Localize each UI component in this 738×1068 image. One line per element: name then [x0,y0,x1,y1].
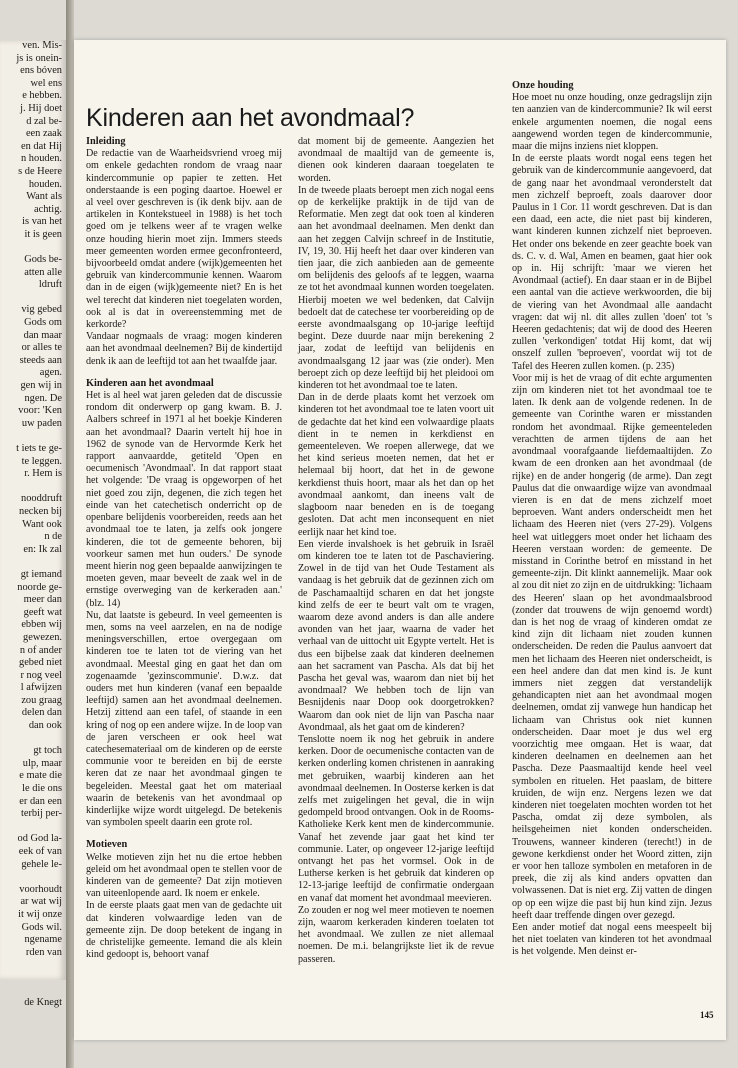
section-heading: Onze houding [512,80,574,91]
paragraph: Een vierde invalshoek is het gebruik in Israël om kinderen toe te laten tot de Paschaviering. Zowel in de tijd van het Oude Testament als vandaag is het gebruik dat de gezinnen zich om de Paschamaaltijd scharen en dat het jongste kind zelfs de eer te beurt valt om te vragen, waarom deze avond anders is dan alle andere avonden van het jaar, waarna de vader het verhaal van de uittocht uit Egypte vertelt. Het is dus een bijbelse zaak dat kinderen deelnemen aan het sacrament van Pascha. Als dat bij het Pascha het geval was, waarom dan niet bij het avondmaal? We hebben toch de lijn van Besnijdenis naar Doop ook doorgetrokken? Waarom dan ook niet de lijn van Pascha naar Avondmaal, als het gaat om de kinderen? [298,538,494,733]
paragraph: In de tweede plaats beroept men zich nogal eens op de kerkelijke praktijk in de tijd van de Reformatie. Men zegt dat ook toen al kinderen aan het avondmaal deelnamen. Men denkt dan aan het zeggen Calvijn schreef in de Institutie, IV, 19, 30. Hij heeft het daar over kinderen van tien jaar, die zich aanbieden aan de gemeente om belijdenis des geloofs af te leggen, waarna ze tot het avondmaal kunnen worden toegelaten. Hierbij moeten we wel bedenken, dat Calvijn bedoelt dat de catechese ter voorbereiding op de eerste avondmaalsgang op 10-jarige leeftijd begint. Deze duurde naar mijn berekening 2 jaar, zodat de leeftijd van belijdenis en avondmaalsgang 12 jaar was (zie onder). Men beroept zich op deze leeftijd bij het pleidooi om kinderen tot het avondmaal toe te laten. [298,184,494,392]
paragraph: Voor mij is het de vraag of dit echte argumenten zijn om kinderen niet tot het avondmaal toe te laten. Ik denk aan de volgende redenen. In de gemeente van Corinthe waren er misstanden rondom het avondmaal. Rijke gemeenteleden verachtten de armen tijdens de aan het avondmaal voorafgaande liefdemaaltijden. Zo kwam de een dronken aan het avondmaal (de rijke) en de ander hongerig (de arme). Dan zegt Paulus dat die onwaardige wijze van avondmaal vieren is en dat de mens zichzelf moet beproeven. Want anders onderscheidt men het lichaam des Heeren niet (vers 27-29). Volgens heel wat uitleggers moet onder het lichaam des Heeren verstaan worden: de gemeente. De misstand in Corinthe betrof en misstand in het gemeente-zijn. Dit klinkt aannemelijk. Maar ook al zou dit niet zo zijn en de uitdrukking: 'lichaam des Heeren' slaan op het avondmaalsbrood (zonder dat trouwens de wijn genoemd wordt) dan is het nog de vraag of kinderen omdat ze kind zijn dit lichaam niet zouden kunnen onderscheiden. De reden die Paulus aanvoert dat men het lichaam des Heeren niet onderscheidt, is een heel andere dan dat men kind is. Je kunt immers niet zeggen dat verstandelijk gehandicapten niet aan het avondmaal mogen deelnemen, omdat zij vanwege hun handicap het lichaam van Christus ook niet kunnen onderscheiden. Daar moet je dus wel erg voorzichtig mee omgaan. Het is waar, dat kinderen deelnamen en deelnemen aan het Pascha. Deze Paasmaaltijd kende heel veel symbolen en rituelen. Het paaslam, de bittere kruiden, de wijn enz. Nergens lezen we dat kinderen niet toegelaten mochten worden tot het Pascha, omdat zij deze symbolen, als heilsgeheimen niet konden onderscheiden. Trouwens, wanneer kinderen (terecht!) in de gewone kerkdienst onder het Woord zitten, zijn er voor hen talloze symbolen en metaforen in de preek, die zij als kind anders opvatten dan volwassenen. Dat is niet erg. Zij vatten de dingen op op een wijze die past bij hun kind zijn. Jezus heeft daar treffende dingen over gezegd. [512,372,712,921]
previous-page-line: n houden. [21,153,62,165]
previous-page-line: t iets te ge- [16,443,62,454]
previous-page-line: Want als [26,191,62,203]
previous-page-line [0,481,66,494]
previous-page-line: ulp, maar [22,757,62,769]
previous-page-line [0,430,66,443]
previous-page-line: en: Ik zal [23,543,62,555]
section-heading: Motieven [86,839,128,851]
previous-page-line: een zaak [25,128,62,140]
book-gutter [66,0,74,1068]
previous-page-line: dan ook [28,720,62,732]
previous-page-line: Gods om [24,317,62,329]
paragraph: In de eerste plaats wordt nogal eens tegen het gebruik van de kindercommunie aangevoerd, dat de gang naar het avondmaal veronderstelt dat men zichzelf beproeft, zoals daarover door Paulus in 1 Cor. 11 wordt geschreven. Dat is dan een daad, een acte, die niet past bij kinderen, want kinderen kunnen zichzelf niet beproeven. Het onder ons bekende en zeer geachte boek van ds. C. v. d. Wal, Amen en beamen, gaat hier ook op in. Hij schrijft: 'maar we vieren het Avondmaal (actief). En daar staan er in de Bijbel een aantal van die actieve werkwoorden, die bij de viering van het Avondmaal alle aandacht vragen: dat wij nl. dit alles zullen 'doen' tot 's Heeren gedachtenis; dat wij de dood des Heeren zullen 'verkondigen' totdat Hij komt, dat wij onszelf zullen 'beproeven', voordat wij tot de Tafel des Heeren zullen komen. (p. 235) [512,153,712,372]
previous-page-line: ens bóven [20,65,62,77]
previous-page-line: zou graag [21,694,62,706]
previous-page-line: le die ons [22,783,62,795]
previous-page-line: gt iemand [20,568,62,580]
previous-page-line: gebed niet [19,657,62,669]
paragraph: dat moment bij de gemeente. Aangezien het avondmaal de maaltijd van de gemeente is, dienen ook kinderen daaraan toegelaten te worden. [298,136,494,184]
previous-page-line: atten alle [24,266,62,278]
previous-page-line: wel ens [30,77,62,89]
previous-page-line: ebben wij [21,619,62,631]
previous-page-line: necken bij [19,505,62,517]
previous-page-line: od God la- [17,833,62,845]
paragraph: In de eerste plaats gaat men van de gedachte uit dat kinderen volwaardige leden van de gemeente zijn. De doop betekent de ingang in de christelijke gemeente. Iemand die als klein kind gedoopt is, behoort vanaf [86,900,282,961]
previous-page-line: e mate die [19,770,62,782]
previous-page-edge [0,40,66,1009]
previous-page-line: gewezen. [23,631,62,643]
section-heading: Kinderen aan het avondmaal [86,377,214,389]
previous-page-line: e hebben. [22,90,62,102]
section-heading: Inleiding [86,136,126,147]
previous-page-line: gt toch [33,745,62,757]
previous-page-line: gen wij in [20,380,62,392]
previous-page-line: steeds aan [19,354,62,366]
paragraph: Welke motieven zijn het nu die ertoe hebben geleid om het avondmaal open te stellen voor de kinderen van de gemeente? Dat zijn motieven van uiteenlopende aard. Ik noem er enkele. [86,851,282,900]
previous-page-line: te leggen. [21,455,62,467]
paragraph: Hoe moet nu onze houding, onze gedragslijn zijn ten aanzien van de kindercommunie? Ik wil eerst enkele argumenten noemen, die nogal eens aangewend worden tegen de kindercommunie, maar die mijns inziens niet kloppen. [512,92,712,153]
spacer [86,368,282,378]
paragraph: Tenslotte noem ik nog het gebruik in andere kerken. Door de oecumenische contacten van de kerken onderling komen christenen in aanraking met gebruiken, waarbij kinderen aan het avondmaal deelnemen. In Oosterse kerken is dat zelfs met zuigelingen het geval, die in wijn gedompeld brood ontvangen. Ook in de Rooms-Katholieke Kerk kent men de kindercommunie. Vanaf het zevende jaar gaat het kind ter communie. Later, op ongeveer 12-jarige leeftijd ontvangt het pas het vormsel. Ook in de Lutherse kerken is het gebruik dat kinderen op 12-13-jarige leeftijd de confirmatie ondergaan en vanaf dat moment het avondmaal meevieren. [298,733,494,904]
previous-page-line: achtig. [34,203,62,215]
previous-page-line: or alles te [21,342,62,354]
column-3 [512,80,712,959]
previous-page-line: Gods wil. [21,921,62,933]
paragraph: Het is al heel wat jaren geleden dat de discussie rondom dit onderwerp op gang kwam. B. J. Aalbers schreef in 1971 al het boekje Kinderen aan het avondmaal? Daarin vertelt hij hoe in 1962 de synode van de Hervormde Kerk het rapport aanvaardde, getiteld 'Open en oecumenisch 'Avondmaal'. In dat rapport staat het volgende: 'De vraag is opgeworpen of het niet goed zou zijn, degenen, die zich tegen het einde van het catechetisch onderricht op de openbare belijdenis voorbereiden, reeds aan het avondmaal toe te laten, ja zelfs ook jongere kinderen, die tot de gemeente behoren, bij voorkeur samen met hun ouders.' De synode meent hierin nog geen bepaalde aanwijzingen te moeten geven, maar beveelt de zaak wel in de ernstige overweging van de kerkeraden aan.' (blz. 14) [86,390,282,609]
previous-page-line [0,821,66,834]
article-title: Kinderen aan het avondmaal? [86,104,415,132]
previous-page-line: j. Hij doet [20,102,62,114]
column-2 [298,136,494,966]
previous-page-line: voorhoudt [19,883,62,895]
previous-page-line [0,556,66,569]
previous-page-line: Gods be- [24,254,62,266]
previous-page-line: l afwijzen [20,682,62,694]
previous-page-line: uw paden [21,417,62,429]
previous-page-line: terbij per- [20,808,62,820]
previous-page-line: delen dan [21,707,62,719]
previous-page-line: ven. Mis- [22,40,62,51]
previous-page-line: d zal be- [26,115,62,127]
previous-page-line [0,972,66,985]
previous-page-line: is van het [22,216,62,228]
previous-page-line: ngen. De [24,392,62,404]
spacer [86,829,282,839]
previous-page-line: voor: 'Ken [18,405,62,417]
previous-page-line [0,871,66,884]
column-1 [86,136,282,961]
previous-page-line: eek of van [18,846,62,857]
previous-page-line [0,959,66,972]
previous-page-line: r. Hem is [24,468,62,480]
previous-page-line: r nog veel [20,669,62,681]
previous-page-line [0,985,66,998]
previous-page-line: nooddruft [21,493,62,505]
previous-page-line: ar wat wij [20,896,62,908]
previous-page-line: houden. [28,178,62,190]
previous-page-line: n of ander [19,644,62,656]
paragraph: Een ander motief dat nogal eens meespeelt bij het niet toelaten van kinderen tot het avondmaal is het volgende. Men deinst er- [512,922,712,958]
previous-page-line [0,292,66,305]
previous-page-line: en dat Hij [21,140,62,152]
previous-page-line: meer dan [23,594,62,606]
previous-page-line: dan maar [23,329,62,341]
previous-page-line: gehele le- [21,858,62,870]
previous-page-line: Want ook [22,518,62,530]
previous-page-line: js is onein- [16,52,62,64]
previous-page-line [0,242,66,255]
paragraph: Vandaar nogmaals de vraag: mogen kinderen aan het avondmaal deelnemen? Bij de kindertijd denk ik aan de leeftijd tot aan het twaalfde jaar. [86,331,282,367]
paragraph: De redactie van de Waarheidsvriend vroeg mij om enkele gedachten rondom de vraag naar kindercommunie op papier te zetten. Het onderstaande is een poging daartoe. Hoewel er al veel over geschreven is (ik denk bijv. aan de artikelen in Kontekstueel in 1988) is het toch goed om je telkens weer af te vragen welke onze houding hierin moet zijn. Immers steeds meer gemeenten worden ermee geconfronteerd, bijvoorbeeld omdat andere (wijk)gemeenten het gebruik van kindercommunie kennen. Waarom dan in de eigen (wijk)gemeente niet? En is het wel terecht dat kinderen niet toegelaten worden, ook al is dat in overeenstemming met de kerkorde? [86,148,282,331]
previous-page-line: rden van [25,946,62,958]
paragraph: Zo zouden er nog wel meer motieven te noemen zijn, waarom kerkeraden kinderen toelaten tot het avondmaal. We zullen ze niet allemaal noemen. De m.i. belangrijkste liet ik de revue passeren. [298,904,494,965]
previous-page-line: it wij onze [18,908,62,920]
previous-page-line: er dan een [19,795,62,807]
previous-page-line: noorde ge- [17,581,62,593]
previous-page-line: geeft wat [23,606,62,618]
previous-page-line: ngename [24,934,62,946]
previous-page-line: de Knegt [24,997,62,1009]
paragraph: Nu, dat laatste is gebeurd. In veel gemeenten is men, soms na veel aarzelen, en na de nodige meningsverschillen, ertoe overgegaan om kinderen toe te laten tot de viering van het avondmaal. Meestal ging en gaat het dan om zogenaamde 'gezinscommunie'. D.w.z. dat ouders met hun kinderen (vanaf een bepaalde leeftijd) samen aan het avondmaal deelnemen. Hetzij zittend aan een tafel, of staande in een kring of nog op een andere wijze. In de loop van de jaren verscheen er ook heel wat catechesemateriaal om de kinderen op de eerste communie voor te bereiden en bij de eerste keren dat ze naar het avondmaal gingen te begeleiden. Meestal gaat het om materiaal waarin de betekenis van het avondmaal op kinderlijke wijze wordt uitgelegd. De betekenis van symbolen speelt daarin een grote rol. [86,609,282,829]
previous-page-line: n de [44,531,62,543]
previous-page-line: s de Heere [18,165,62,177]
page-number: 145 [700,1010,714,1020]
previous-page-line: vig gebed [21,304,62,316]
previous-page-line [0,733,66,746]
previous-page-line: it is geen [24,228,62,240]
paragraph: Dan in de derde plaats komt het verzoek om kinderen tot het avondmaal toe te laten voort uit de gedachte dat het kind een volwaardige plaats dient in te nemen in kerkdienst en gemeenteleven. We roepen allerwege, dat we het kind serieus moeten nemen, dat het er helemaal bij hoort, dat het in de gewone kerkdienst thuis hoort, maar als het dan op het avondmaal aankomt, dan ineens valt de slagboom naar beneden en is de toegang gesloten. Dat acht men inconsequent en niet eerlijk naar het kind toe. [298,392,494,538]
previous-page-line: ldruft [38,279,62,291]
previous-page-line: agen. [39,367,62,379]
